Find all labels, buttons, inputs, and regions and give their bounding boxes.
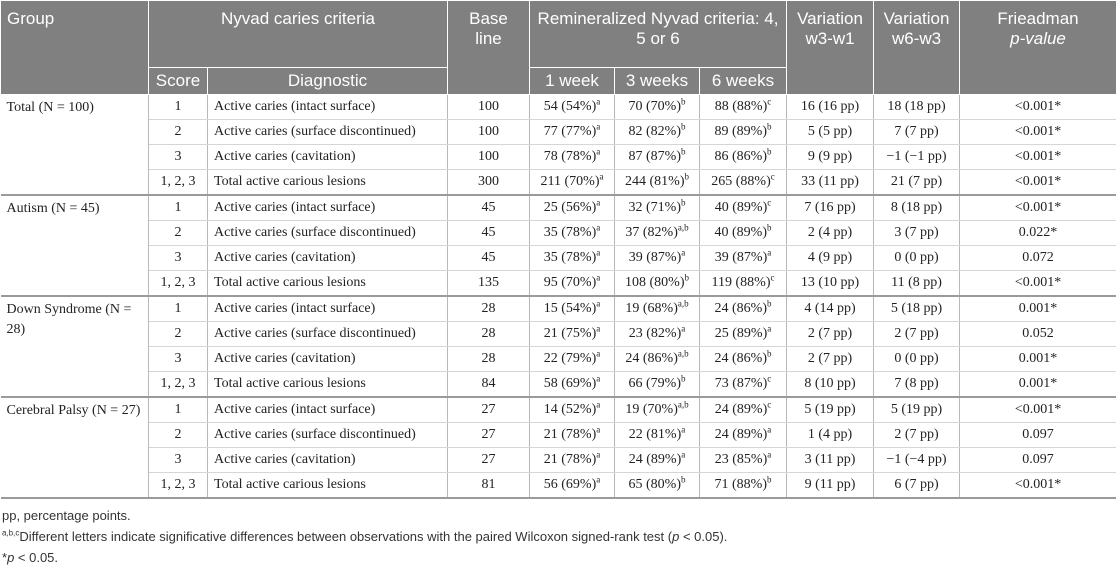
variation-w6-w3-cell: −1 (−4 pp) — [874, 448, 960, 473]
week6-cell-letter: a — [767, 449, 771, 459]
score-cell: 1, 2, 3 — [149, 170, 208, 196]
table-row — [1, 221, 1116, 246]
table-row — [1, 296, 1116, 322]
week3-cell-value: 66 (79%) — [629, 376, 682, 391]
footnote-star-text: < 0.05. — [14, 550, 58, 565]
week1-cell — [530, 195, 615, 221]
diagnostic-cell: Active caries (surface discontinued) — [208, 221, 448, 246]
variation-w3-w1-cell: 5 (19 pp) — [787, 397, 874, 423]
week3-cell-value: 87 (87%) — [629, 149, 682, 164]
pvalue-cell: <0.001* — [960, 95, 1116, 120]
diagnostic-cell: Active caries (surface discontinued) — [208, 322, 448, 347]
week1-cell-letter: a — [596, 247, 600, 257]
week1-cell — [530, 473, 615, 499]
week3-cell-letter: a — [681, 424, 685, 434]
table-row — [1, 120, 1116, 145]
footnote-letters-sup: a,b,c — [2, 529, 19, 538]
header-variation-w6-w3: Variation w6-w3 — [874, 1, 960, 95]
week3-cell-value: 19 (68%) — [625, 301, 678, 316]
week1-cell-value: 21 (78%) — [544, 427, 597, 442]
baseline-cell: 28 — [448, 347, 530, 372]
week6-cell-value: 40 (89%) — [715, 200, 768, 215]
week1-cell — [530, 246, 615, 271]
week1-cell-value: 21 (75%) — [544, 326, 597, 341]
week3-cell-value: 108 (80%) — [625, 275, 685, 290]
week1-cell — [530, 296, 615, 322]
table-row — [1, 195, 1116, 221]
diagnostic-cell: Active caries (cavitation) — [208, 145, 448, 170]
week1-cell-value: 22 (79%) — [544, 351, 597, 366]
week3-cell-letter: b — [681, 474, 686, 484]
variation-w6-w3-cell: 2 (7 pp) — [874, 322, 960, 347]
pvalue-cell: 0.001* — [960, 372, 1116, 398]
header-pvalue-label: p-value — [1010, 29, 1066, 48]
week1-cell-letter: a — [596, 222, 600, 232]
diagnostic-cell: Active caries (cavitation) — [208, 347, 448, 372]
week1-cell-value: 95 (70%) — [544, 275, 597, 290]
variation-w6-w3-cell: 18 (18 pp) — [874, 95, 960, 120]
week1-cell — [530, 347, 615, 372]
week6-cell — [700, 170, 787, 196]
pvalue-cell: 0.097 — [960, 448, 1116, 473]
score-cell: 3 — [149, 246, 208, 271]
week6-cell-value: 89 (89%) — [715, 124, 768, 139]
week1-cell-letter: a — [596, 399, 600, 409]
week1-cell-value: 15 (54%) — [544, 301, 597, 316]
pvalue-cell: 0.072 — [960, 246, 1116, 271]
header-baseline: Base line — [448, 1, 530, 95]
diagnostic-cell: Active caries (intact surface) — [208, 95, 448, 120]
table-row — [1, 145, 1116, 170]
week6-cell-letter: b — [767, 348, 772, 358]
score-cell: 3 — [149, 145, 208, 170]
week6-cell — [700, 372, 787, 398]
week1-cell-letter: a — [596, 449, 600, 459]
week6-cell-value: 24 (89%) — [715, 427, 768, 442]
week3-cell-letter: b — [681, 96, 686, 106]
baseline-cell: 27 — [448, 397, 530, 423]
score-cell: 2 — [149, 423, 208, 448]
baseline-cell: 81 — [448, 473, 530, 499]
diagnostic-cell: Total active carious lesions — [208, 271, 448, 297]
variation-w3-w1-cell: 3 (11 pp) — [787, 448, 874, 473]
week1-cell — [530, 95, 615, 120]
week1-cell-letter: a — [596, 146, 600, 156]
variation-w3-w1-cell: 16 (16 pp) — [787, 95, 874, 120]
baseline-cell: 100 — [448, 120, 530, 145]
pvalue-cell: 0.022* — [960, 221, 1116, 246]
table-row — [1, 372, 1116, 398]
variation-w3-w1-cell: 13 (10 pp) — [787, 271, 874, 297]
baseline-cell: 28 — [448, 322, 530, 347]
week3-cell — [615, 246, 700, 271]
score-cell: 1, 2, 3 — [149, 271, 208, 297]
header-score: Score — [149, 68, 208, 95]
week1-cell — [530, 271, 615, 297]
week1-cell-value: 54 (54%) — [544, 99, 597, 114]
week6-cell-value: 23 (85%) — [715, 452, 768, 467]
week3-cell-value: 82 (82%) — [629, 124, 682, 139]
week6-cell-letter: b — [767, 222, 772, 232]
variation-w6-w3-cell: 0 (0 pp) — [874, 246, 960, 271]
score-cell: 1 — [149, 397, 208, 423]
week6-cell-value: 25 (89%) — [715, 326, 768, 341]
week1-cell-value: 56 (69%) — [544, 477, 597, 492]
week3-cell — [615, 120, 700, 145]
table-row — [1, 448, 1116, 473]
week1-cell-letter: a — [596, 424, 600, 434]
week6-cell-letter: a — [767, 323, 771, 333]
week3-cell — [615, 271, 700, 297]
week6-cell — [700, 271, 787, 297]
week6-cell-letter: c — [767, 197, 771, 207]
week1-cell — [530, 145, 615, 170]
week6-cell-value: 119 (88%) — [712, 275, 771, 290]
week6-cell-value: 24 (86%) — [715, 351, 768, 366]
baseline-cell: 27 — [448, 423, 530, 448]
week1-cell-value: 35 (78%) — [544, 225, 597, 240]
week3-cell-value: 244 (81%) — [625, 174, 685, 189]
week3-cell — [615, 448, 700, 473]
group-name: Autism (N = 45) — [1, 195, 149, 296]
baseline-cell: 84 — [448, 372, 530, 398]
week6-cell — [700, 296, 787, 322]
week3-cell — [615, 397, 700, 423]
week1-cell — [530, 170, 615, 196]
week3-cell — [615, 296, 700, 322]
week6-cell-value: 24 (89%) — [715, 402, 768, 417]
week1-cell-letter: a — [596, 348, 600, 358]
variation-w6-w3-cell: 11 (8 pp) — [874, 271, 960, 297]
week6-cell — [700, 423, 787, 448]
week1-cell-value: 211 (70%) — [541, 174, 600, 189]
baseline-cell: 100 — [448, 95, 530, 120]
week1-cell-letter: a — [596, 96, 600, 106]
diagnostic-cell: Total active carious lesions — [208, 372, 448, 398]
week1-cell — [530, 322, 615, 347]
week3-cell — [615, 423, 700, 448]
variation-w3-w1-cell: 5 (5 pp) — [787, 120, 874, 145]
table-row — [1, 397, 1116, 423]
week6-cell — [700, 448, 787, 473]
week6-cell — [700, 145, 787, 170]
week1-cell-value: 78 (78%) — [544, 149, 597, 164]
table-row — [1, 322, 1116, 347]
week6-cell-letter: b — [767, 298, 772, 308]
week6-cell-value: 88 (88%) — [715, 99, 768, 114]
week1-cell-value: 58 (69%) — [544, 376, 597, 391]
week3-cell-value: 24 (86%) — [625, 351, 678, 366]
week6-cell-letter: b — [767, 474, 772, 484]
variation-w6-w3-cell: 5 (18 pp) — [874, 296, 960, 322]
pvalue-cell: <0.001* — [960, 473, 1116, 499]
header-variation-w3-w1: Variation w3-w1 — [787, 1, 874, 95]
week6-cell-letter: c — [767, 373, 771, 383]
week6-cell — [700, 195, 787, 221]
header-friedman-label: Frieadman — [997, 9, 1078, 28]
pvalue-cell: <0.001* — [960, 397, 1116, 423]
week3-cell — [615, 372, 700, 398]
week3-cell-letter: a — [681, 247, 685, 257]
variation-w6-w3-cell: 8 (18 pp) — [874, 195, 960, 221]
header-3-weeks: 3 weeks — [615, 68, 700, 95]
group-name: Cerebral Palsy (N = 27) — [1, 397, 149, 498]
week3-cell-value: 37 (82%) — [625, 225, 678, 240]
week6-cell — [700, 246, 787, 271]
table-row — [1, 271, 1116, 297]
week1-cell-letter: a — [596, 474, 600, 484]
table-row — [1, 423, 1116, 448]
week6-cell — [700, 322, 787, 347]
group-name: Down Syndrome (N = 28) — [1, 296, 149, 397]
week1-cell — [530, 397, 615, 423]
week3-cell-letter: a,b — [678, 298, 689, 308]
baseline-cell: 27 — [448, 448, 530, 473]
week1-cell — [530, 221, 615, 246]
week1-cell — [530, 448, 615, 473]
week3-cell-value: 65 (80%) — [629, 477, 682, 492]
diagnostic-cell: Active caries (cavitation) — [208, 448, 448, 473]
week3-cell-letter: a,b — [678, 348, 689, 358]
table-row — [1, 473, 1116, 499]
week1-cell-value: 14 (52%) — [544, 402, 597, 417]
pvalue-cell: <0.001* — [960, 170, 1116, 196]
week3-cell-value: 39 (87%) — [629, 250, 682, 265]
score-cell: 2 — [149, 322, 208, 347]
week3-cell-letter: b — [681, 197, 686, 207]
score-cell: 1, 2, 3 — [149, 372, 208, 398]
variation-w3-w1-cell: 2 (7 pp) — [787, 322, 874, 347]
week6-cell-letter: c — [767, 399, 771, 409]
week1-cell — [530, 120, 615, 145]
week1-cell-value: 35 (78%) — [544, 250, 597, 265]
variation-w3-w1-cell: 8 (10 pp) — [787, 372, 874, 398]
score-cell: 2 — [149, 221, 208, 246]
week1-cell-letter: a — [596, 272, 600, 282]
week3-cell-letter: a — [681, 449, 685, 459]
pvalue-cell: <0.001* — [960, 145, 1116, 170]
pvalue-cell: 0.001* — [960, 347, 1116, 372]
diagnostic-cell: Active caries (cavitation) — [208, 246, 448, 271]
week6-cell-value: 86 (86%) — [715, 149, 768, 164]
week6-cell-letter: b — [767, 146, 772, 156]
week6-cell-letter: a — [767, 424, 771, 434]
footnote-significance — [2, 547, 1114, 568]
table-body — [1, 95, 1116, 499]
score-cell: 1 — [149, 95, 208, 120]
baseline-cell: 45 — [448, 246, 530, 271]
week3-cell-letter: a,b — [678, 399, 689, 409]
week3-cell-value: 70 (70%) — [629, 99, 682, 114]
week6-cell-letter: b — [767, 121, 772, 131]
variation-w6-w3-cell: 7 (7 pp) — [874, 120, 960, 145]
week3-cell — [615, 145, 700, 170]
variation-w3-w1-cell: 33 (11 pp) — [787, 170, 874, 196]
footnote-star: * — [2, 550, 7, 565]
diagnostic-cell: Active caries (intact surface) — [208, 397, 448, 423]
week3-cell-letter: a,b — [678, 222, 689, 232]
week1-cell-value: 21 (78%) — [544, 452, 597, 467]
variation-w3-w1-cell: 1 (4 pp) — [787, 423, 874, 448]
baseline-cell: 100 — [448, 145, 530, 170]
week3-cell-letter: b — [681, 373, 686, 383]
week6-cell — [700, 120, 787, 145]
week6-cell-letter: c — [767, 96, 771, 106]
header-friedman — [960, 1, 1116, 95]
score-cell: 3 — [149, 448, 208, 473]
variation-w6-w3-cell: 5 (19 pp) — [874, 397, 960, 423]
table-row — [1, 246, 1116, 271]
group-name: Total (N = 100) — [1, 95, 149, 196]
week1-cell-letter: a — [596, 323, 600, 333]
week3-cell — [615, 170, 700, 196]
baseline-cell: 28 — [448, 296, 530, 322]
score-cell: 3 — [149, 347, 208, 372]
week3-cell-letter: b — [685, 272, 690, 282]
footnote-letters-p: p — [672, 529, 679, 544]
week6-cell-value: 39 (87%) — [715, 250, 768, 265]
week3-cell — [615, 195, 700, 221]
variation-w6-w3-cell: 2 (7 pp) — [874, 423, 960, 448]
diagnostic-cell: Active caries (intact surface) — [208, 296, 448, 322]
week1-cell-letter: a — [596, 373, 600, 383]
week1-cell-letter: a — [596, 121, 600, 131]
score-cell: 2 — [149, 120, 208, 145]
week1-cell-letter: a — [596, 197, 600, 207]
diagnostic-cell: Active caries (intact surface) — [208, 195, 448, 221]
week6-cell-value: 71 (88%) — [715, 477, 768, 492]
baseline-cell: 135 — [448, 271, 530, 297]
variation-w6-w3-cell: 6 (7 pp) — [874, 473, 960, 499]
variation-w3-w1-cell: 7 (16 pp) — [787, 195, 874, 221]
score-cell: 1 — [149, 296, 208, 322]
week3-cell — [615, 473, 700, 499]
week6-cell-value: 265 (88%) — [711, 174, 771, 189]
diagnostic-cell: Active caries (surface discontinued) — [208, 423, 448, 448]
variation-w6-w3-cell: 3 (7 pp) — [874, 221, 960, 246]
pvalue-cell: <0.001* — [960, 195, 1116, 221]
week1-cell-letter: a — [599, 171, 603, 181]
week3-cell-value: 24 (89%) — [629, 452, 682, 467]
footnote-letters-text: Different letters indicate significative differences between observations with the paired Wilcoxon signed-rank test ( — [19, 529, 672, 544]
diagnostic-cell: Active caries (surface discontinued) — [208, 120, 448, 145]
header-diagnostic: Diagnostic — [208, 68, 448, 95]
week3-cell-value: 19 (70%) — [625, 402, 678, 417]
variation-w3-w1-cell: 9 (11 pp) — [787, 473, 874, 499]
week3-cell-letter: b — [681, 121, 686, 131]
header-criteria: Nyvad caries criteria — [149, 1, 448, 68]
week6-cell — [700, 397, 787, 423]
variation-w3-w1-cell: 4 (14 pp) — [787, 296, 874, 322]
week1-cell — [530, 423, 615, 448]
score-cell: 1, 2, 3 — [149, 473, 208, 499]
baseline-cell: 45 — [448, 221, 530, 246]
baseline-cell: 300 — [448, 170, 530, 196]
week3-cell — [615, 221, 700, 246]
diagnostic-cell: Total active carious lesions — [208, 170, 448, 196]
week6-cell-value: 73 (87%) — [715, 376, 768, 391]
week1-cell-letter: a — [596, 298, 600, 308]
week3-cell — [615, 95, 700, 120]
header-remineralized: Remineralized Nyvad criteria: 4, 5 or 6 — [530, 1, 787, 68]
header-1-week: 1 week — [530, 68, 615, 95]
week3-cell-value: 32 (71%) — [629, 200, 682, 215]
week3-cell — [615, 347, 700, 372]
week3-cell-letter: b — [681, 146, 686, 156]
week3-cell-value: 22 (81%) — [629, 427, 682, 442]
week6-cell — [700, 221, 787, 246]
week6-cell-value: 40 (89%) — [715, 225, 768, 240]
variation-w3-w1-cell: 9 (9 pp) — [787, 145, 874, 170]
week6-cell-letter: c — [771, 171, 775, 181]
week6-cell — [700, 95, 787, 120]
week6-cell — [700, 347, 787, 372]
week3-cell-letter: b — [685, 171, 690, 181]
footnote-pp: pp, percentage points. — [2, 505, 1114, 526]
table-row — [1, 170, 1116, 196]
variation-w6-w3-cell: 7 (8 pp) — [874, 372, 960, 398]
variation-w6-w3-cell: 21 (7 pp) — [874, 170, 960, 196]
variation-w6-w3-cell: 0 (0 pp) — [874, 347, 960, 372]
footnote-letters — [2, 526, 1114, 547]
pvalue-cell: <0.001* — [960, 120, 1116, 145]
variation-w3-w1-cell: 2 (7 pp) — [787, 347, 874, 372]
footnote-letters-end: < 0.05). — [679, 529, 727, 544]
variation-w6-w3-cell: −1 (−1 pp) — [874, 145, 960, 170]
footnote-star-p: p — [7, 550, 14, 565]
variation-w3-w1-cell: 2 (4 pp) — [787, 221, 874, 246]
pvalue-cell: <0.001* — [960, 271, 1116, 297]
week1-cell-value: 25 (56%) — [544, 200, 597, 215]
variation-w3-w1-cell: 4 (9 pp) — [787, 246, 874, 271]
table-row — [1, 95, 1116, 120]
baseline-cell: 45 — [448, 195, 530, 221]
week3-cell-value: 23 (82%) — [629, 326, 682, 341]
pvalue-cell: 0.001* — [960, 296, 1116, 322]
week6-cell — [700, 473, 787, 499]
week3-cell-letter: a — [681, 323, 685, 333]
header-6-weeks: 6 weeks — [700, 68, 787, 95]
table-row — [1, 347, 1116, 372]
diagnostic-cell: Total active carious lesions — [208, 473, 448, 499]
table-footnotes — [0, 499, 1116, 568]
pvalue-cell: 0.097 — [960, 423, 1116, 448]
week3-cell — [615, 322, 700, 347]
week6-cell-value: 24 (86%) — [715, 301, 768, 316]
score-cell: 1 — [149, 195, 208, 221]
header-group: Group — [1, 1, 149, 95]
week6-cell-letter: c — [770, 272, 774, 282]
week1-cell-value: 77 (77%) — [544, 124, 597, 139]
pvalue-cell: 0.052 — [960, 322, 1116, 347]
week1-cell — [530, 372, 615, 398]
week6-cell-letter: a — [767, 247, 771, 257]
